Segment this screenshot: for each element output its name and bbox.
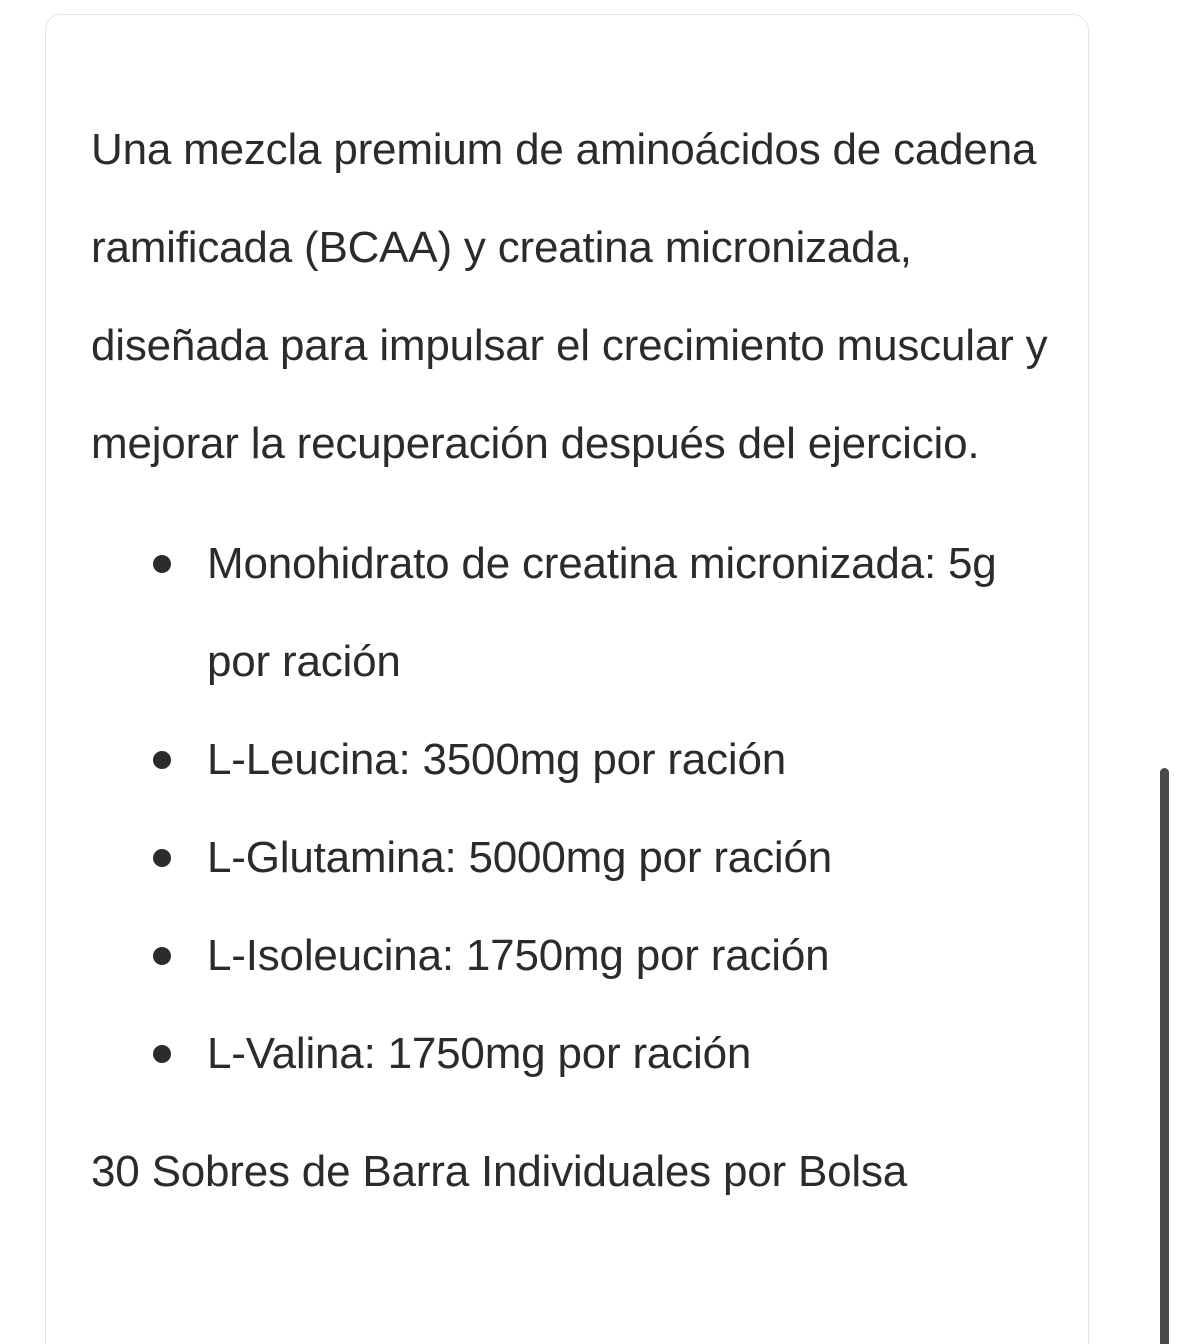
list-item [91, 515, 1051, 711]
list-item-text: L-Isoleucina: 1750mg por ración [207, 931, 830, 980]
bullet-icon [153, 555, 171, 573]
list-item-text: L-Glutamina: 5000mg por ración [207, 833, 832, 882]
bullet-icon [153, 947, 171, 965]
list-item [91, 711, 1051, 809]
list-item-text: L-Valina: 1750mg por ración [207, 1029, 752, 1078]
bullet-icon [153, 1045, 171, 1063]
list-item [91, 1005, 1051, 1103]
list-item-text: L-Leucina: 3500mg por ración [207, 735, 786, 784]
bullet-icon [153, 751, 171, 769]
scrollbar-thumb[interactable] [1160, 768, 1169, 1344]
bullet-icon [153, 849, 171, 867]
package-info: 30 Sobres de Barra Individuales por Bolsa [91, 1147, 908, 1196]
list-item [91, 809, 1051, 907]
ingredient-list [91, 515, 1051, 1103]
description-paragraph: Una mezcla premium de aminoácidos de cadena ramificada (BCAA) y creatina micronizada, diseñada para impulsar el crecimiento muscular y mejorar la recuperación después del ejercicio. [91, 125, 1048, 468]
description-content [91, 101, 1051, 1221]
list-item [91, 907, 1051, 1005]
product-description-card [45, 14, 1089, 1344]
list-item-text: Monohidrato de creatina micronizada: 5g por ración [207, 539, 997, 686]
